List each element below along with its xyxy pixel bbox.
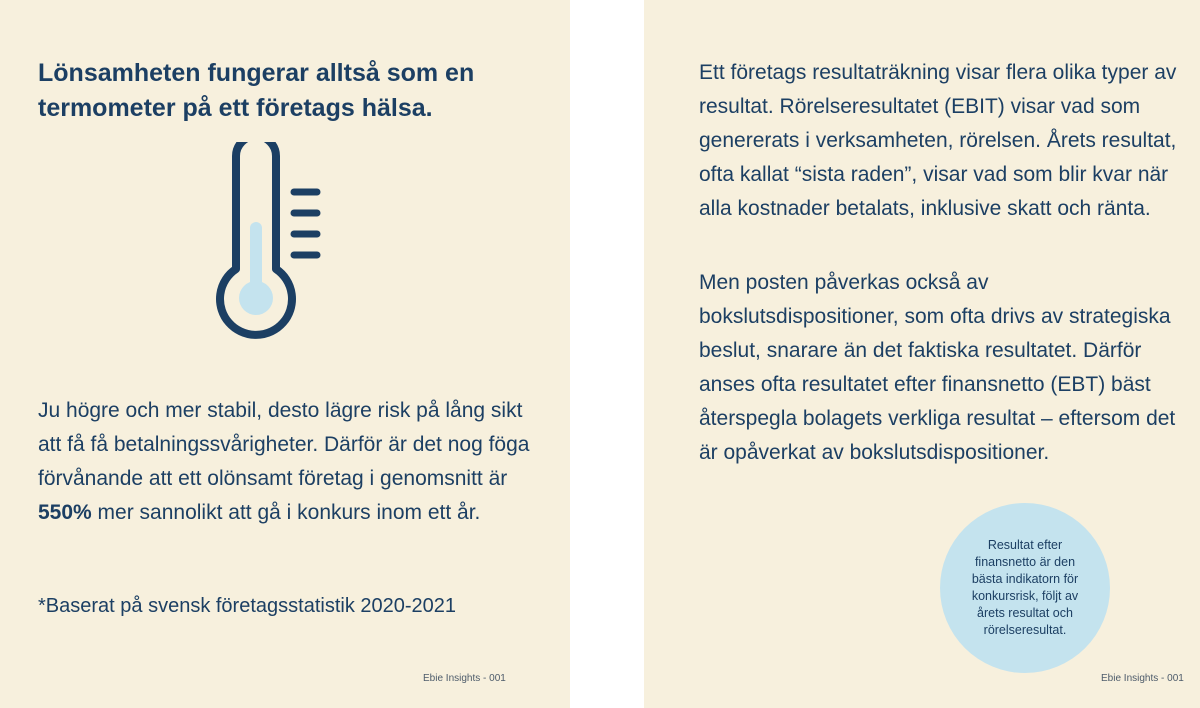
right-page [644,0,1200,708]
callout-circle [940,503,1110,673]
highlight-percentage: 550% [38,501,92,524]
paragraph-2: Men posten påverkas också av bokslutsdispositioner, som ofta drivs av strategiska beslut, snarare än det faktiska resultatet. Därför anses ofta resultatet efter finansnetto (EBT) bäst återspegla bolagets verkliga resultat – eftersom det är opåverkat av bokslutsdispositioner. [699,271,1176,464]
callout-text: Resultat efter finansnetto är den bästa indikatorn för konkursrisk, följt av årets resultat och rörelseresultat. [971,538,1079,637]
paragraph-1: Ett företags resultaträkning visar flera olika typer av resultat. Rörelseresultatet (EBIT) visar vad som genererats i verksamheten, rörelsen. Årets resultat, ofta kallat “sista raden”, visar vad som blir kvar när alla kostnader betalats, inklusive skatt och ränta. [699,61,1177,220]
headline: Lönsamheten fungerar alltså som en termometer på ett företags hälsa. [38,59,475,122]
thermometer-icon [200,142,330,347]
footnote: *Baserat på svensk företagsstatistik 2020-2021 [38,595,457,617]
left-page [0,0,570,708]
page-footer: Ebie Insights - 001 [1101,673,1184,684]
left-body-text: Ju högre och mer stabil, desto lägre risk på lång sikt att få få betalningssvårigheter. Därför är det nog föga förvånande att ett olönsamt företag i genomsnitt är 550% mer sannolikt att gå i konkurs inom ett år. [38,399,530,524]
page-footer: Ebie Insights - 001 [423,673,506,684]
